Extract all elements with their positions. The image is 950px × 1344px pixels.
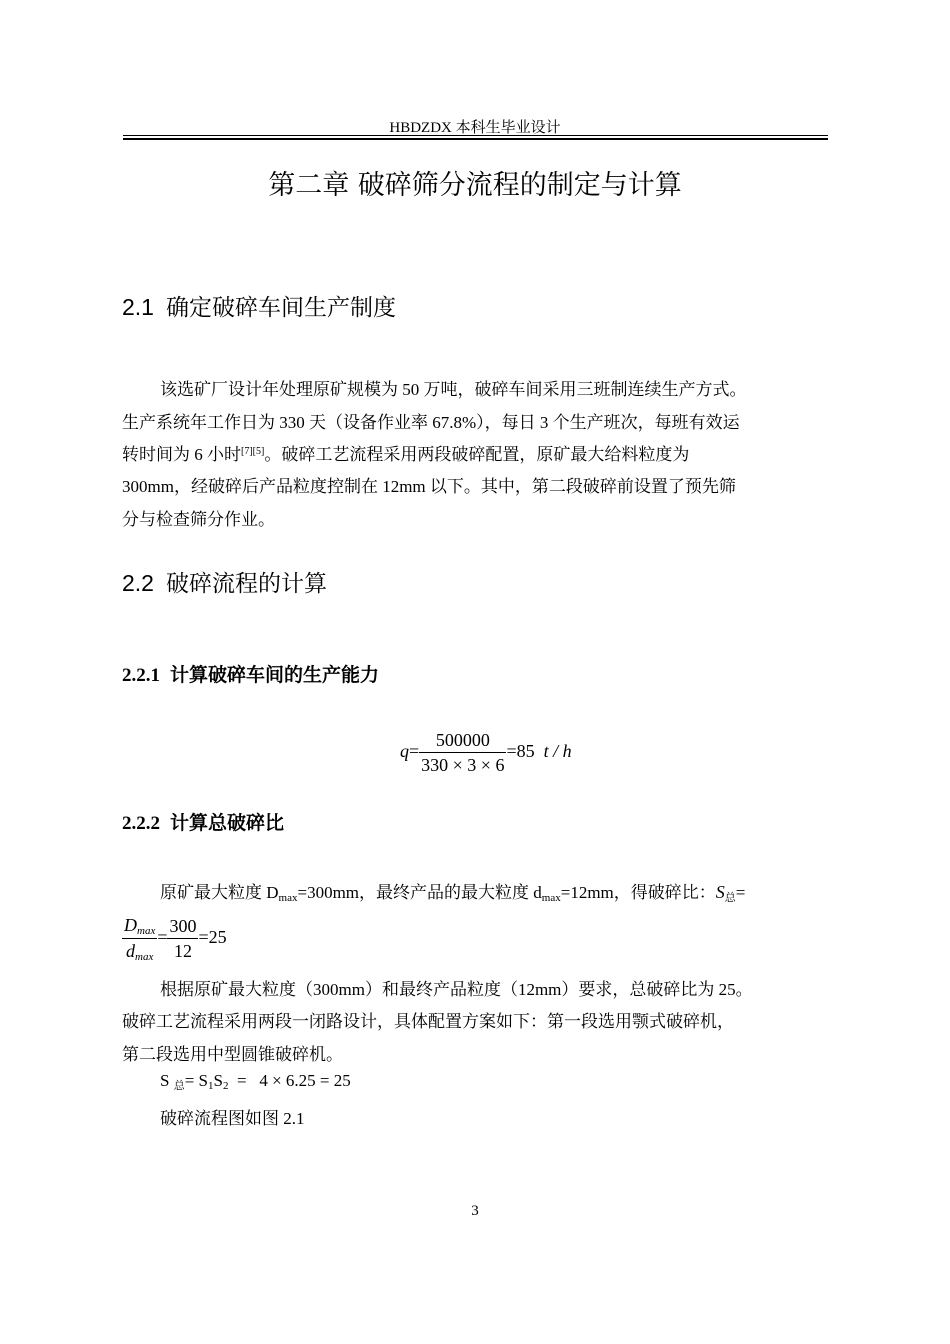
page-header: HBDZDX 本科生毕业设计 (389, 120, 561, 136)
section-number: 2.2.2 (122, 813, 160, 834)
section-title: 确定破碎车间生产制度 (165, 295, 396, 321)
paragraph-line: 根据原矿最大粒度（300mm）和最终产品粒度（12mm）要求，总破碎比为 25。 (160, 980, 753, 999)
section-2-1-heading (122, 289, 396, 322)
section-title: 计算总破碎比 (170, 812, 285, 834)
paragraph-line: 破碎工艺流程采用两段一闭路设计，具体配置方案如下：第一段选用颚式破碎机， (122, 1012, 734, 1031)
page-number: 3 (471, 1203, 479, 1219)
figure-reference: 破碎流程图如图 2.1 (160, 1109, 305, 1128)
section-2-2-2-heading (122, 808, 284, 835)
ratio-paragraph-line: 原矿最大粒度 $D_{max}=300mm$，最终产品的最大粒度 $d_{max}=12mm$，得破碎比：$S_总=$ (160, 882, 746, 904)
ratio-fraction-d: $\frac{D_{max}}{d_{max}}$ (124, 915, 156, 963)
formula-fraction: $\frac{500000}{330 \times 3 \times 6}$ (421, 730, 505, 775)
paragraph-line: 分与检查筛分作业。 (122, 510, 275, 529)
paragraph-line: 转时间为 6 小时[7][5]。破碎工艺流程采用两段破碎配置，原矿最大给料粒度为 (122, 445, 690, 464)
citation: [7][5] (241, 446, 265, 457)
chapter-title: 第二章 破碎筛分流程的制定与计算 (268, 170, 682, 201)
ratio-formula: $\frac{D_{max}}{d_{max}}$ = $\frac{300}{12}$ =25 (124, 915, 227, 963)
paragraph-line: 300mm，经破碎后产品粒度控制在 12mm 以下。其中，第二段破碎前设置了预先筛 (122, 477, 736, 496)
product-formula: S $_总= S_1S_2 = 4 \times 6.25 = 25$ (160, 1071, 351, 1092)
capacity-formula: q= $\frac{500000}{330 \times 3 \times 6}$ =85 t / h (400, 730, 572, 775)
paragraph-line: 该选矿厂设计年处理原矿规模为 50 万吨，破碎车间采用三班制连续生产方式。 (160, 380, 747, 399)
section-number: 2.2.1 (122, 665, 160, 686)
section-2-2-heading (122, 565, 327, 598)
header-rule-thick (123, 138, 828, 140)
section-number: 2.2 (122, 570, 154, 596)
ratio-fraction-values: $\frac{300}{12}$ (169, 916, 197, 961)
section-number: 2.1 (122, 294, 154, 320)
header-rule-thin (123, 135, 828, 136)
section-2-2-1-heading (122, 660, 379, 687)
section-title: 破碎流程的计算 (165, 571, 327, 597)
section-title: 计算破碎车间的生产能力 (170, 664, 380, 686)
paragraph-line: 第二段选用中型圆锥破碎机。 (122, 1045, 343, 1064)
paragraph-line: 生产系统年工作日为 330 天（设备作业率 67.8%），每日 3 个生产班次，每班有效运 (122, 413, 740, 432)
